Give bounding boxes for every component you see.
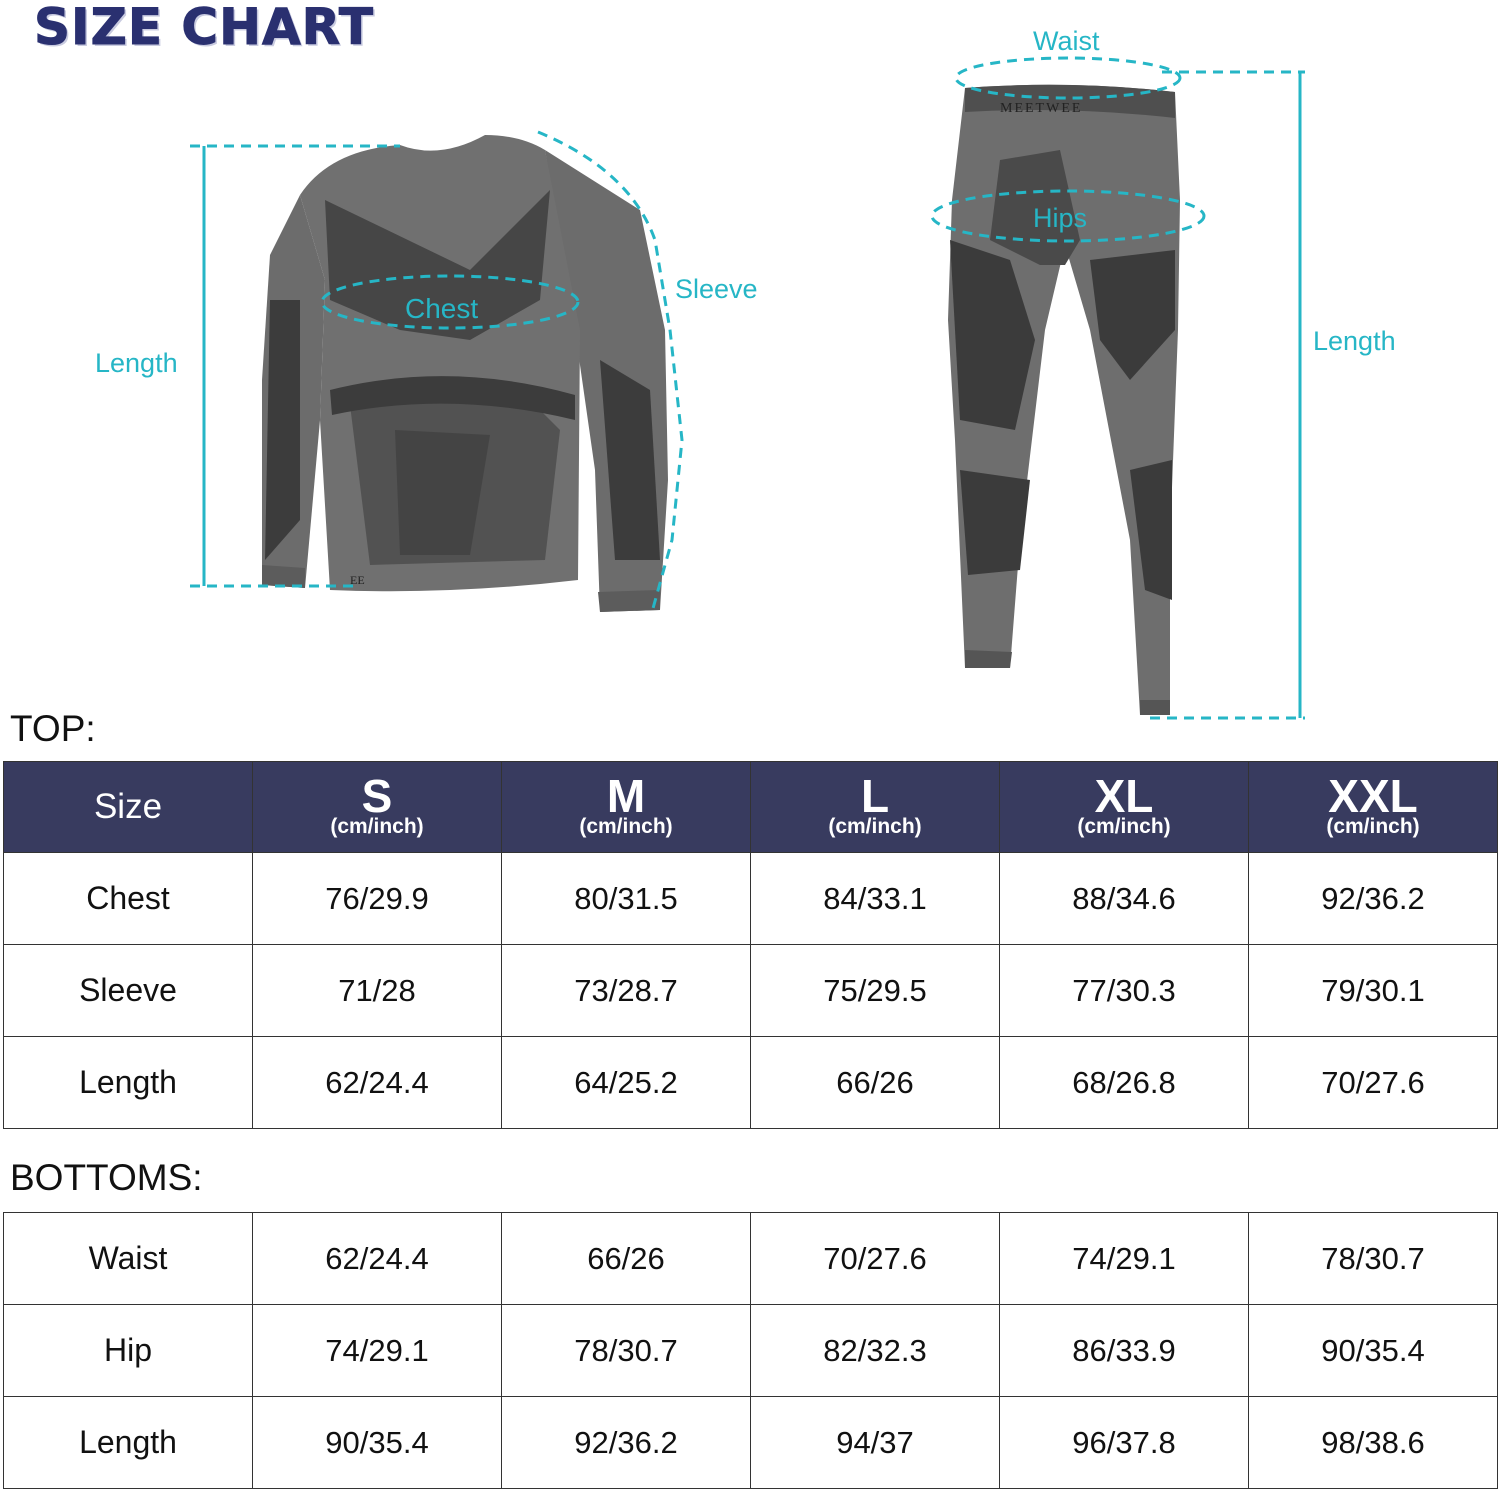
length-top-label: Length — [95, 348, 178, 378]
table-cell: 90/35.4 — [253, 1397, 502, 1489]
table-cell: 96/37.8 — [1000, 1397, 1249, 1489]
table-cell: 80/31.5 — [502, 853, 751, 945]
sleeve-label: Sleeve — [675, 274, 758, 304]
table-cell: 62/24.4 — [253, 1037, 502, 1129]
shirt-illustration — [262, 135, 668, 612]
table-cell: 92/36.2 — [1249, 853, 1498, 945]
table-cell: 74/29.1 — [253, 1305, 502, 1397]
top-section-label: TOP: — [10, 708, 96, 749]
table-cell: 90/35.4 — [1249, 1305, 1498, 1397]
table-cell: 68/26.8 — [1000, 1037, 1249, 1129]
row-label: Waist — [4, 1213, 253, 1305]
table-cell: 98/38.6 — [1249, 1397, 1498, 1489]
table-cell: 76/29.9 — [253, 853, 502, 945]
table-cell: 77/30.3 — [1000, 945, 1249, 1037]
row-label: Chest — [4, 853, 253, 945]
table-row-sleeve — [4, 945, 1498, 1037]
pants-brand-text: MEETWEE — [1000, 101, 1083, 116]
table-cell: 73/28.7 — [502, 945, 751, 1037]
table-row-chest — [4, 853, 1498, 945]
table-cell: 62/24.4 — [253, 1213, 502, 1305]
header-size-label: Size — [4, 762, 253, 853]
header-size-xxl: XXL (cm/inch) — [1249, 762, 1498, 853]
garment-illustration — [0, 0, 1500, 725]
row-label: Sleeve — [4, 945, 253, 1037]
table-cell: 78/30.7 — [1249, 1213, 1498, 1305]
header-size-m: M (cm/inch) — [502, 762, 751, 853]
table-cell: 84/33.1 — [751, 853, 1000, 945]
table-cell: 92/36.2 — [502, 1397, 751, 1489]
table-cell: 75/29.5 — [751, 945, 1000, 1037]
table-cell: 94/37 — [751, 1397, 1000, 1489]
table-cell: 82/32.3 — [751, 1305, 1000, 1397]
table-cell: 86/33.9 — [1000, 1305, 1249, 1397]
page-title: SIZE CHART — [34, 0, 375, 56]
table-cell: 64/25.2 — [502, 1037, 751, 1129]
table-cell: 70/27.6 — [1249, 1037, 1498, 1129]
header-size-l: L (cm/inch) — [751, 762, 1000, 853]
length-bottom-label: Length — [1313, 326, 1396, 356]
table-cell: 70/27.6 — [751, 1213, 1000, 1305]
header-size-s: S (cm/inch) — [253, 762, 502, 853]
table-row-length — [4, 1397, 1498, 1489]
table-cell: 66/26 — [502, 1213, 751, 1305]
hips-label: Hips — [1033, 203, 1088, 233]
table-cell: 66/26 — [751, 1037, 1000, 1129]
table-cell: 71/28 — [253, 945, 502, 1037]
chest-label: Chest — [405, 293, 479, 324]
row-label: Hip — [4, 1305, 253, 1397]
table-cell: 78/30.7 — [502, 1305, 751, 1397]
table-cell: 88/34.6 — [1000, 853, 1249, 945]
pants-illustration — [948, 85, 1180, 715]
table-cell: 79/30.1 — [1249, 945, 1498, 1037]
bottoms-size-table — [3, 1212, 1498, 1489]
shirt-brand-text: EE — [350, 573, 365, 587]
row-label: Length — [4, 1397, 253, 1489]
table-row-waist — [4, 1213, 1498, 1305]
waist-label: Waist — [1033, 26, 1100, 56]
table-row-hip — [4, 1305, 1498, 1397]
table-cell: 74/29.1 — [1000, 1213, 1249, 1305]
bottoms-section-label: BOTTOMS: — [10, 1157, 203, 1198]
row-label: Length — [4, 1037, 253, 1129]
table-row-length — [4, 1037, 1498, 1129]
table-header-row — [4, 762, 1498, 853]
top-size-table — [3, 761, 1498, 1129]
header-size-xl: XL (cm/inch) — [1000, 762, 1249, 853]
